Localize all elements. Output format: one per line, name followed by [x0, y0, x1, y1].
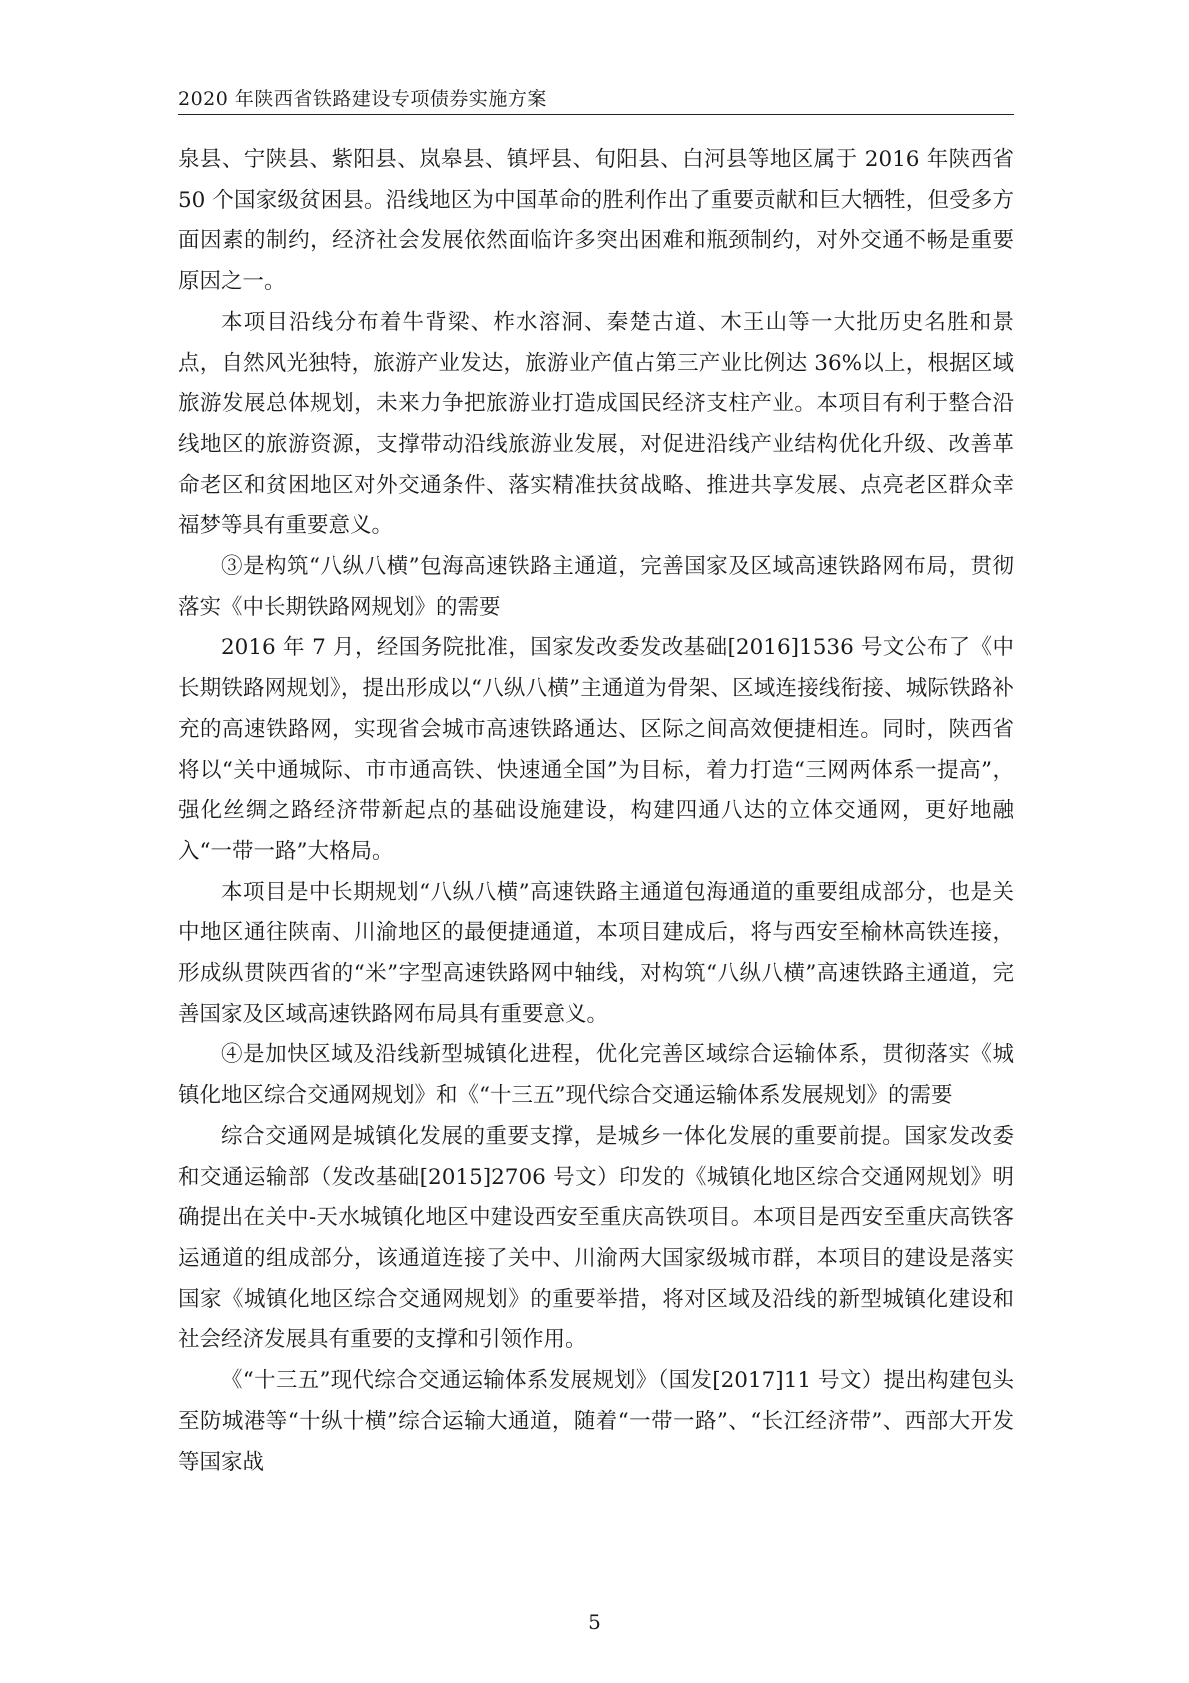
section-heading: ④是加快区域及沿线新型城镇化进程，优化完善区域综合运输体系，贯彻落实《城镇化地区综合交通网规划》和《“十三五”现代综合交通运输体系发展规划》的需要: [178, 1042, 1014, 1109]
header-title: 2020 年陕西省铁路建设专项债券实施方案: [178, 88, 547, 110]
paragraph: 2016 年 7 月，经国务院批准，国家发改委发改基础[2016]1536 号文公布了《中长期铁路网规划》，提出形成以“八纵八横”主通道为骨架、区域连接线衔接、城际铁路补充的高速铁路网，实现省会城市高速铁路通达、区际之间高效便捷相连。同时，陕西省将以“关中通城际、市市通高铁、快速通全国”为目标，着力打造“三网两体系一提高”，强化丝绸之路经济带新起点的基础设施建设，构建四通八达的立体交通网，更好地融入“一带一路”大格局。: [178, 635, 1014, 864]
paragraph: 本项目沿线分布着牛背梁、柞水溶洞、秦楚古道、木王山等一大批历史名胜和景点，自然风光独特，旅游产业发达，旅游业产值占第三产业比例达 36%以上，根据区域旅游发展总体规划，未来力争把旅游业打造成国民经济支柱产业。本项目有利于整合沿线地区的旅游资源，支撑带动沿线旅游业发展，对促进沿线产业结构优化升级、改善革命老区和贫困地区对外交通条件、落实精准扶贫战略、推进共享发展、点亮老区群众幸福梦等具有重要意义。: [178, 309, 1014, 539]
section-heading: ③是构筑“八纵八横”包海高速铁路主通道，完善国家及区域高速铁路网布局，贯彻落实《中长期铁路网规划》的需要: [178, 554, 1014, 620]
paragraph: 泉县、宁陕县、紫阳县、岚皋县、镇坪县、旬阳县、白河县等地区属于 2016 年陕西省 50 个国家级贫困县。沿线地区为中国革命的胜利作出了重要贡献和巨大牺牲，但受多方面因素的制约，经济社会发展依然面临许多突出困难和瓶颈制约，对外交通不畅是重要原因之一。: [178, 147, 1014, 295]
paragraph: 综合交通网是城镇化发展的重要支撑，是城乡一体化发展的重要前提。国家发改委和交通运输部（发改基础[2015]2706 号文）印发的《城镇化地区综合交通网规划》明确提出在关中-天水城镇化地区中建设西安至重庆高铁项目。本项目是西安至重庆高铁客运通道的组成部分，该通道连接了关中、川渝两大国家级城市群，本项目的建设是落实国家《城镇化地区综合交通网规划》的重要举措，将对区域及沿线的新型城镇化建设和社会经济发展具有重要的支撑和引领作用。: [178, 1123, 1014, 1353]
paragraph: 本项目是中长期规划“八纵八横”高速铁路主通道包海通道的重要组成部分，也是关中地区通往陕南、川渝地区的最便捷通道，本项目建成后，将与西安至榆林高铁连接，形成纵贯陕西省的“米”字型高速铁路网中轴线，对构筑“八纵八横”高速铁路主通道，完善国家及区域高速铁路网布局具有重要意义。: [178, 879, 1014, 1027]
paragraph: 《“十三五”现代综合交通运输体系发展规划》（国发[2017]11 号文）提出构建包头至防城港等“十纵十横”综合运输大通道，随着“一带一路”、“长江经济带”、西部大开发等国家战: [178, 1368, 1014, 1475]
document-body: [178, 140, 1014, 1483]
page-header: [178, 82, 1014, 115]
page-number: 5: [588, 1610, 601, 1634]
